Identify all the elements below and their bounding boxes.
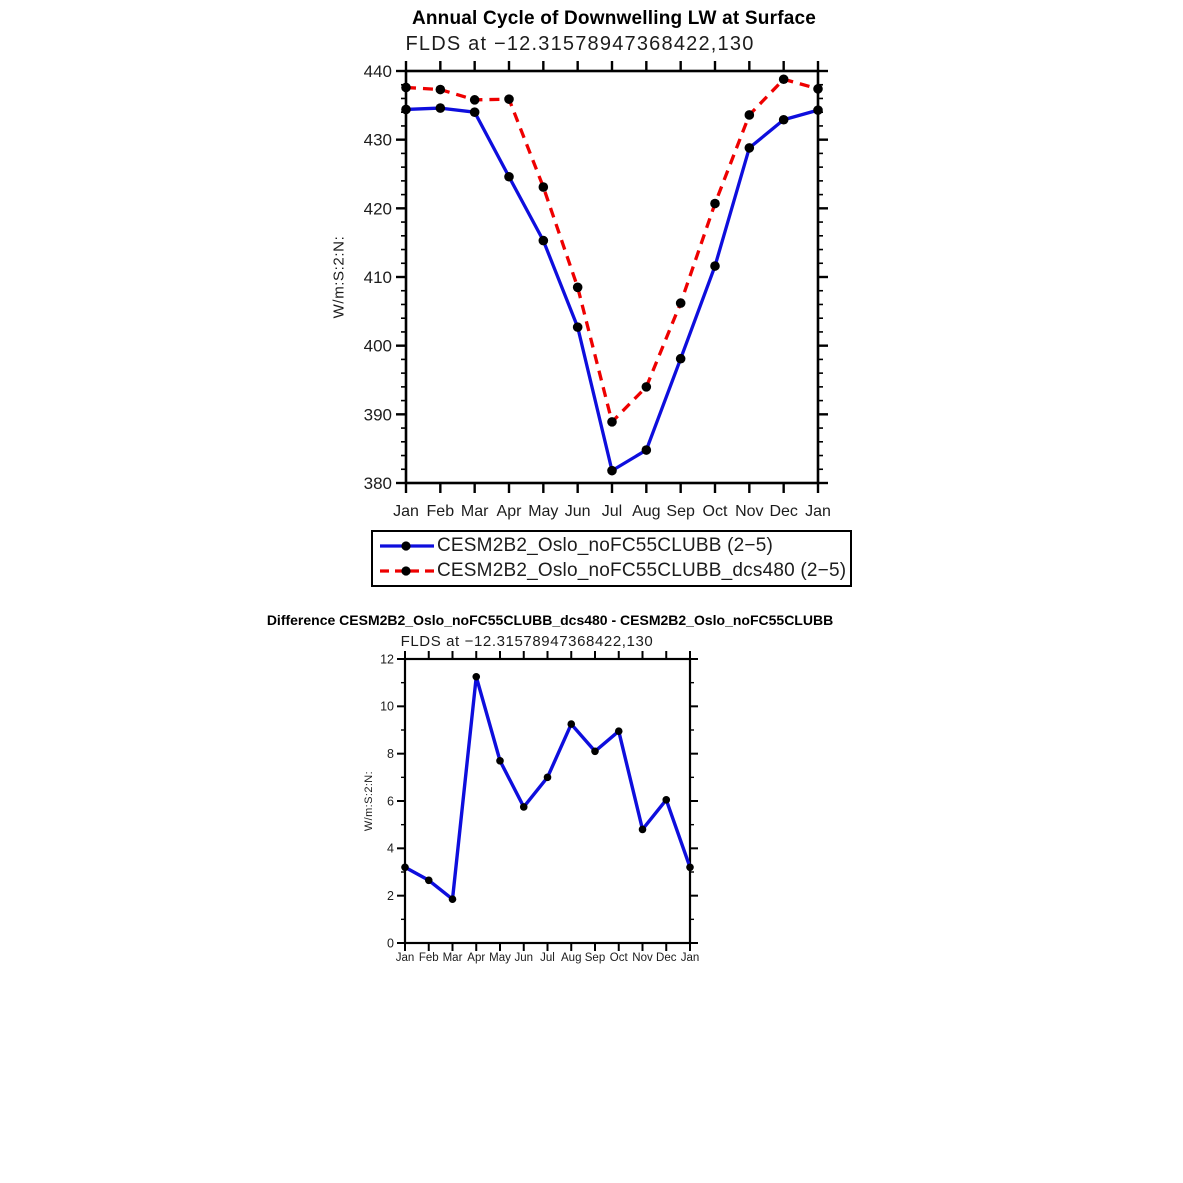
x-tick-label: Jul <box>601 503 623 520</box>
x-tick-label: May <box>528 503 559 520</box>
x-tick-label: Apr <box>496 503 522 520</box>
axes-ticks <box>397 651 698 951</box>
x-tick-label: Sep <box>666 503 695 520</box>
x-tick-label: Jan <box>680 952 700 964</box>
x-tick-label: Oct <box>702 503 728 520</box>
x-tick-label: Oct <box>609 952 628 964</box>
x-tick-label: Nov <box>735 503 764 520</box>
legend-entry-blue <box>373 534 850 558</box>
x-tick-label: Feb <box>418 952 439 964</box>
y-tick-label: 420 <box>363 199 392 219</box>
series-markers-0 <box>401 673 694 903</box>
y-tick-label: 440 <box>363 61 392 81</box>
x-tick-label: Jan <box>805 503 831 520</box>
chart-0 <box>364 61 831 520</box>
chart-1 <box>380 651 699 964</box>
x-tick-label: Mar <box>460 503 489 520</box>
y-tick-label: 390 <box>363 405 392 425</box>
plot-frame <box>405 659 690 943</box>
diff-chart-subtitle: FLDS at −12.31578947368422,130 <box>400 633 654 650</box>
legend-box <box>371 530 852 587</box>
y-tick-label: 10 <box>380 699 394 714</box>
x-tick-label: Jan <box>393 503 419 520</box>
legend-label-blue: CESM2B2_Oslo_noFC55CLUBB (2−5) <box>437 534 774 556</box>
y-tick-label: 0 <box>387 936 394 951</box>
x-tick-label: Mar <box>442 952 463 964</box>
series-line-0 <box>406 108 818 471</box>
x-tick-label: Aug <box>632 503 661 520</box>
y-tick-label: 12 <box>380 652 394 667</box>
series-line-1 <box>406 79 818 422</box>
y-tick-label: 4 <box>387 841 394 856</box>
y-tick-label: 430 <box>363 130 392 150</box>
diff-chart-y-axis-title: W/m:S:2:N: <box>363 770 375 832</box>
y-tick-label: 6 <box>387 794 394 809</box>
legend-label-red: CESM2B2_Oslo_noFC55CLUBB_dcs480 (2−5) <box>437 560 847 582</box>
legend-entry-red <box>373 559 850 583</box>
diff-chart-title: Difference CESM2B2_Oslo_noFC55CLUBB_dcs480 - CESM2B2_Oslo_noFC55CLUBB <box>266 612 834 628</box>
x-tick-label: Sep <box>584 952 606 964</box>
y-tick-label: 410 <box>363 267 392 287</box>
y-tick-label: 8 <box>387 747 394 762</box>
axes-ticks <box>396 61 828 493</box>
x-tick-label: Dec <box>656 952 677 964</box>
legend-sample-blue-line <box>378 539 436 553</box>
x-tick-label: Apr <box>467 952 486 964</box>
y-tick-label: 380 <box>363 473 392 493</box>
y-tick-label: 400 <box>363 336 392 356</box>
y-tick-label: 2 <box>387 889 394 904</box>
top-chart-title: Annual Cycle of Downwelling LW at Surface <box>411 8 817 29</box>
x-tick-label: Nov <box>632 952 653 964</box>
legend-sample-red-line <box>378 564 436 578</box>
x-tick-label: Jul <box>540 952 555 964</box>
series-line-0 <box>405 677 690 899</box>
x-tick-label: Feb <box>426 503 455 520</box>
x-tick-label: Dec <box>769 503 798 520</box>
top-chart-subtitle: FLDS at −12.31578947368422,130 <box>405 33 755 55</box>
series-markers-1 <box>401 74 823 426</box>
x-tick-label: Jan <box>395 952 415 964</box>
x-tick-label: Aug <box>561 952 582 964</box>
x-tick-label: May <box>489 952 511 964</box>
x-tick-label: Jun <box>564 503 591 520</box>
x-tick-label: Jun <box>514 952 534 964</box>
top-chart-y-axis-title: W/m:S:2:N: <box>330 235 348 319</box>
